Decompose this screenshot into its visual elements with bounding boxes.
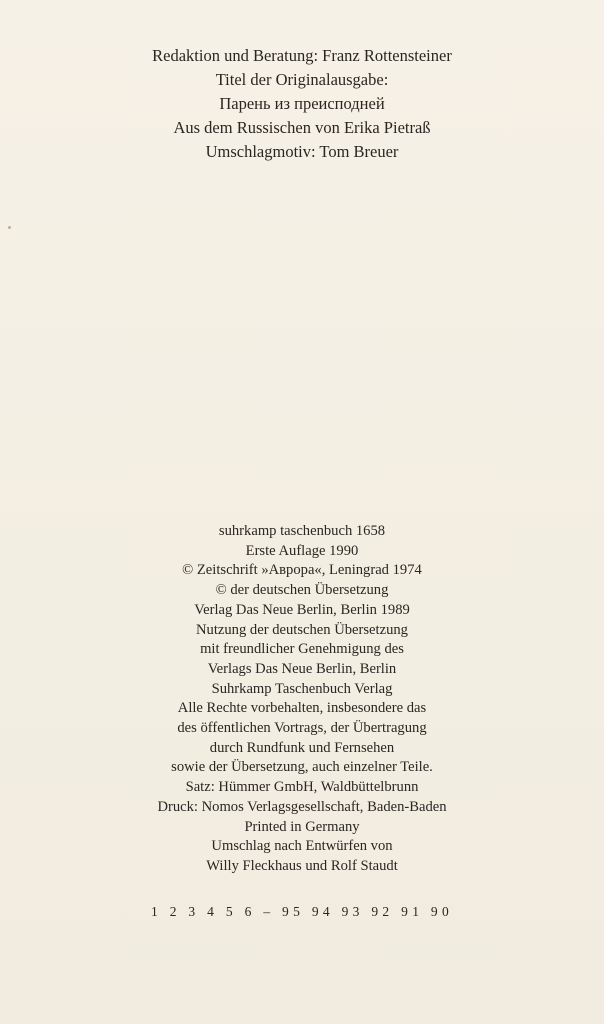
paper-speck	[8, 226, 11, 229]
edition-line: Erste Auflage 1990	[245, 542, 359, 559]
translation-publisher: Verlag Das Neue Berlin, Berlin 1989	[194, 601, 410, 618]
original-title: Парень из преисподней	[219, 94, 385, 113]
cover-motif-line: Umschlagmotiv: Tom Breuer	[205, 142, 399, 161]
print-run-numbers: 1 2 3 4 5 6 – 95 94 93 92 91 90	[150, 904, 454, 919]
printed-in-line: Printed in Germany	[244, 818, 360, 835]
permission-publisher: Verlags Das Neue Berlin, Berlin	[207, 660, 397, 677]
copyright-original: © Zeitschrift »Аврора«, Leningrad 1974	[182, 562, 422, 579]
cover-designers-line: Willy Fleckhaus und Rolf Staudt	[206, 857, 398, 874]
translator-line: Aus dem Russischen von Erika Pietraß	[173, 118, 431, 137]
printing-line: Druck: Nomos Verlagsgesellschaft, Baden-Baden	[157, 798, 447, 815]
rights-line-2: des öffentlichen Vortrags, der Übertragung	[177, 720, 427, 737]
copyright-translation: © der deutschen Übersetzung	[215, 582, 389, 599]
colophon-bottom	[0, 522, 604, 877]
series-line: suhrkamp taschenbuch 1658	[218, 523, 386, 539]
cover-design-line: Umschlag nach Entwürfen von	[211, 838, 393, 855]
rights-line-1: Alle Rechte vorbehalten, insbesondere das	[177, 700, 427, 717]
rights-line-4: sowie der Übersetzung, auch einzelner Teile.	[171, 759, 433, 776]
original-title-label: Titel der Originalausgabe:	[215, 70, 389, 89]
typesetting-line: Satz: Hümmer GmbH, Waldbüttelbrunn	[185, 779, 419, 796]
rights-line-3: durch Rundfunk und Fernsehen	[209, 739, 395, 756]
editor-line: Redaktion und Beratung: Franz Rottensteiner	[152, 46, 452, 65]
colophon-top	[0, 44, 604, 164]
permission-line: mit freundlicher Genehmigung des	[200, 641, 404, 658]
publisher-line: Suhrkamp Taschenbuch Verlag	[211, 680, 393, 697]
usage-line: Nutzung der deutschen Übersetzung	[196, 621, 408, 638]
